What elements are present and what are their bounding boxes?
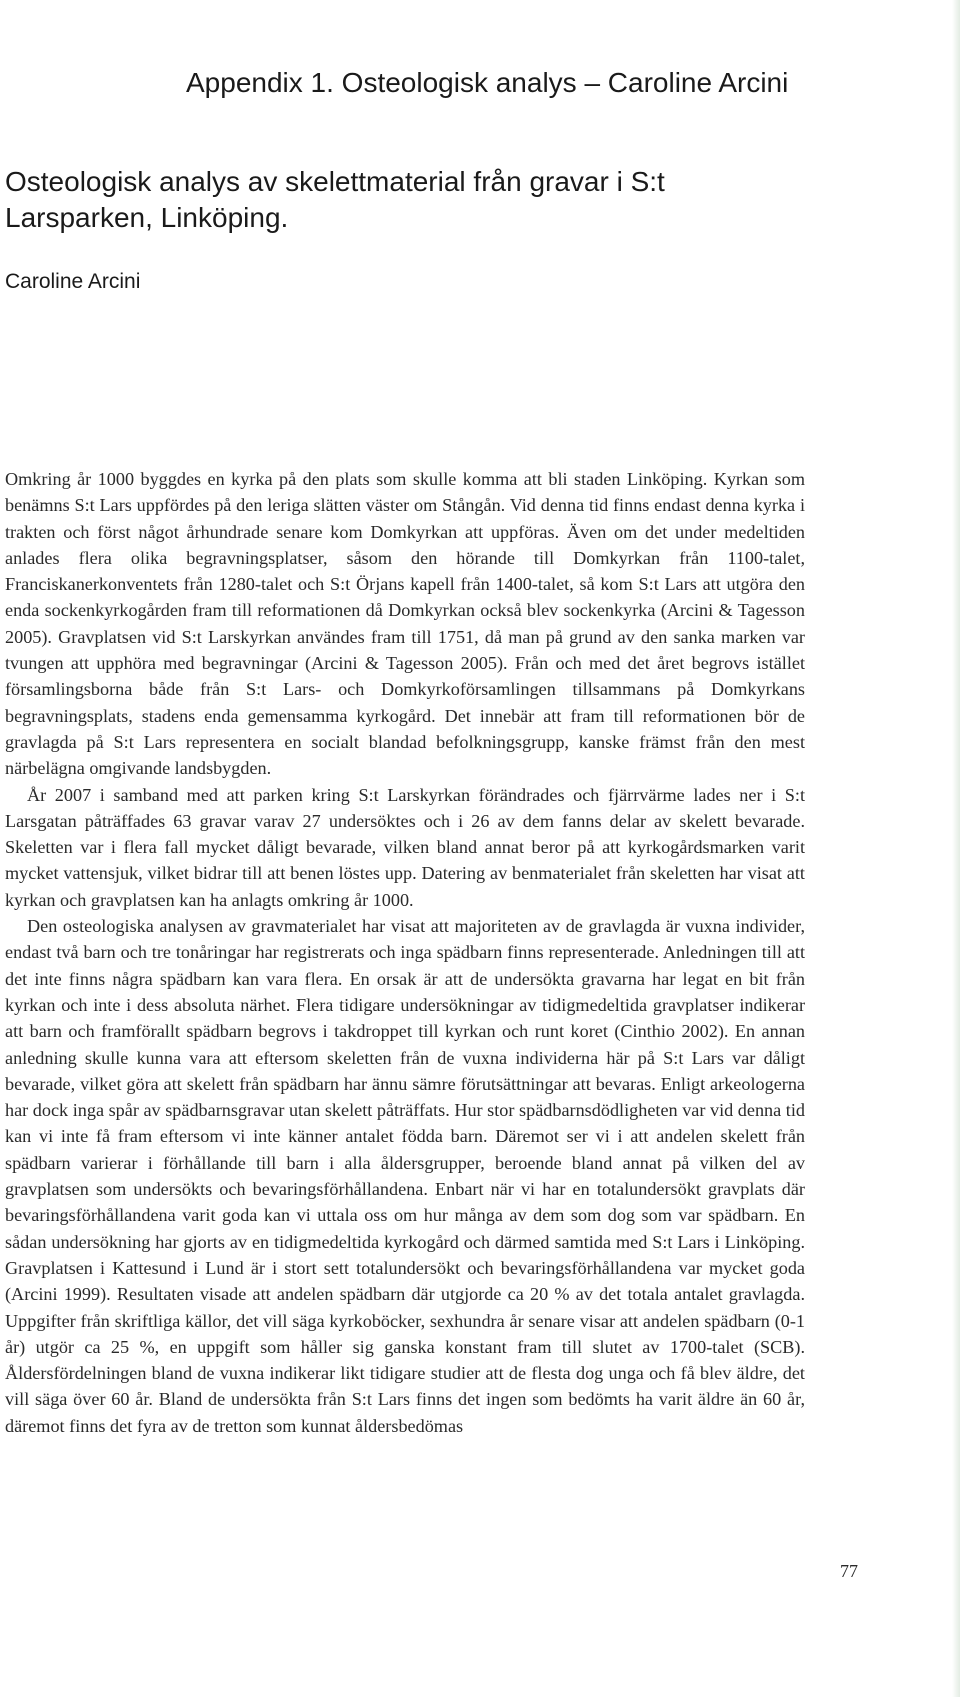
article-body: [5, 466, 805, 1439]
appendix-heading: Appendix 1. Osteologisk analys – Caroline Arcini: [186, 67, 789, 98]
body-paragraph-1: Omkring år 1000 byggdes en kyrka på den plats som skulle komma att bli staden Linköping. Kyrkan som benämns S:t Lars uppfördes på den leriga slätten väster om Stångån. Vid denna tid finns endast denna kyrka i trakten och först något århundrade senare kom Domkyrkan att uppföras. Även om det under medeltiden anlades flera olika begravningsplatser, såsom den hörande till Domkyrkan från 1100-talet, Franciskanerkonventets från 1280-talet och S:t Örjans kapell från 1400-talet, så kom S:t Lars att utgöra den enda sockenkyrkogården fram till reformationen då Domkyrkan också blev sockenkyrka (Arcini & Tagesson 2005). Gravplatsen vid S:t Larskyrkan användes fram till 1751, då man på grund av den sanka marken var tvungen att upphöra med begravningar (Arcini & Tagesson 2005). Från och med det året begrovs istället församlingsborna både från S:t Lars- och Domkyrkoförsamlingen tillsammans på Domkyrkans begravningsplats, stadens enda gemensamma kyrkogård. Det innebär att fram till reformationen bör de gravlagda på S:t Lars representera en socialt blandad befolkningsgrupp, kanske främst från den mest närbelägna omgivande landsbygden.: [5, 469, 805, 779]
page-number: 77: [840, 1561, 858, 1581]
author-name: Caroline Arcini: [5, 270, 141, 293]
body-paragraph-3: Den osteologiska analysen av gravmaterialet har visat att majoriteten av de gravlagda är vuxna individer, endast två barn och tre tonåringar har registrerats och inga spädbarn finns representerade. Anledningen till att det inte finns några spädbarn kan vara flera. En orsak är att de undersökta gravarna har legat en bit från kyrkan och inte i dess absoluta närhet. Flera tidigare undersökningar av tidigmedeltida gravplatser indikerar att barn och framförallt spädbarn begrovs i takdroppet till kyrkan och runt koret (Cinthio 2002). En annan anledning skulle kunna vara att eftersom skeletten från de vuxna individerna här på S:t Lars var dåligt bevarade, vilket göra att skelett från spädbarn har ännu sämre förutsättningar att bevaras. Enligt arkeologerna har dock inga spår av spädbarnsgravar utan skelett påträffats. Hur stor spädbarnsdödligheten var vid denna tid kan vi inte få fram eftersom vi inte känner antalet födda barn. Däremot ser vi i att andelen skelett från spädbarn varierar i förhållande till barn i alla åldersgrupper, beroende bland annat på vilken del av gravplatsen som undersökts och bevaringsförhållandena. Enbart när vi har en totalundersökt gravplats där bevaringsförhållandena varit goda kan vi uttala oss om hur många av dem som dog som var spädbarn. En sådan undersökning har gjorts av en tidigmedeltida kyrkogård och därmed samtida med S:t Lars i Linköping. Gravplatsen i Kattesund i Lund är i stort sett totalundersökt och bevaringsförhållandena var mycket goda (Arcini 1999). Resultaten visade att andelen spädbarn där utgjorde ca 20 % av det totala antalet gravlagda. Uppgifter från skriftliga källor, det vill säga kyrkoböcker, sexhundra år senare visar att andelen spädbarn (0-1 år) utgör ca 25 %, en uppgift som håller sig ganska konstant fram till slutet av 1700-talet (SCB). Åldersfördelningen bland de vuxna indikerar likt tidigare studier att de flesta dog unga och få blev äldre, det vill säga över 60 år. Bland de undersökta från S:t Lars finns det ingen som bedömts ha varit äldre än 60 år, däremot finns det fyra av de tretton som kunnat åldersbedömas: [5, 916, 805, 1436]
body-paragraph-2: År 2007 i samband med att parken kring S:t Larskyrkan förändrades och fjärrvärme lades ner i S:t Larsgatan påträffades 63 gravar varav 27 undersöktes och i 26 av dem fanns delar av skelett bevarade. Skeletten var i flera fall mycket dåligt bevarade, vilken bland annat beror på att kyrkogårdsmarken varit mycket vattensjuk, vilket bidrar till att benen löstes upp. Datering av benmaterialet från skeletten har visat att kyrkan och gravplatsen kan ha anlagts omkring år 1000.: [5, 784, 805, 910]
article-title: Osteologisk analys av skelettmaterial från gravar i S:t Larsparken, Linköping.: [5, 166, 665, 233]
page-edge-shadow: [952, 0, 960, 1697]
